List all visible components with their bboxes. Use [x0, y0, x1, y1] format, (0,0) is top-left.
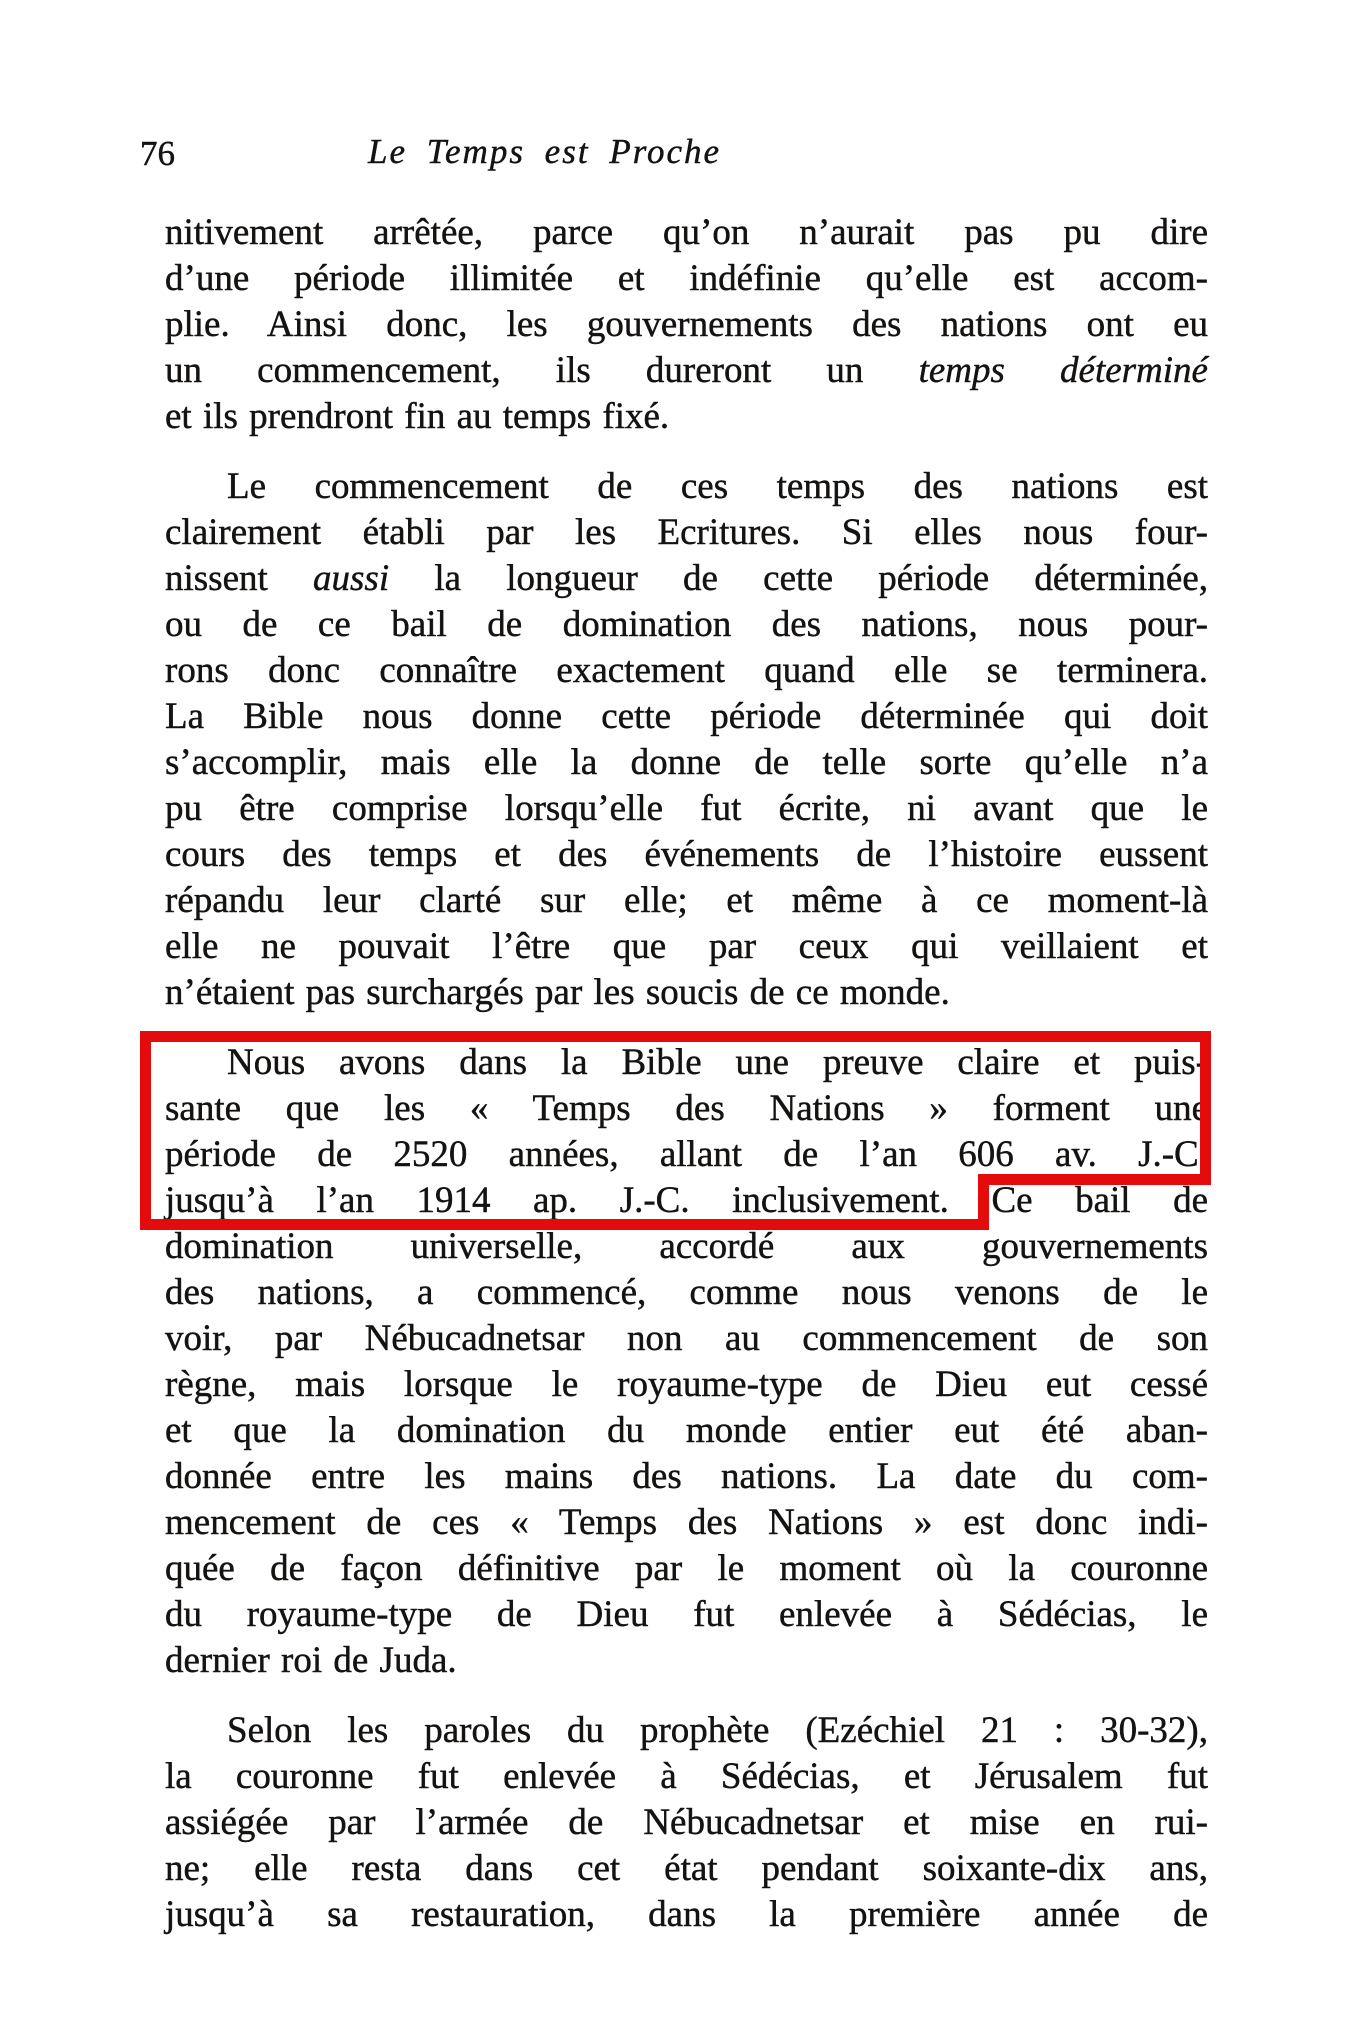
text-run: Selon les paroles du prophète (Ezéchiel 21 : 30-32), — [227, 1710, 1208, 1751]
text-line — [165, 878, 1208, 924]
text-run: et que la domination du monde entier eut été aban- — [165, 1410, 1208, 1451]
text-line — [165, 1500, 1208, 1546]
text-line — [165, 1316, 1208, 1362]
text-line — [165, 1454, 1208, 1500]
text-run: sante que les « Temps des Nations » forment une — [165, 1088, 1208, 1129]
paragraph — [165, 210, 1208, 440]
text-line — [165, 1132, 1208, 1178]
page-number: 76 — [140, 134, 175, 173]
paragraph — [165, 1708, 1208, 1938]
text-line — [165, 1800, 1208, 1846]
text-run: la couronne fut enlevée à Sédécias, et Jérusalem fut — [165, 1756, 1208, 1797]
text-run: elle ne pouvait l’être que par ceux qui veillaient et — [165, 926, 1208, 967]
text-line — [165, 1224, 1208, 1270]
text-run: règne, mais lorsque le royaume-type de Dieu eut cessé — [165, 1364, 1208, 1405]
text-line — [165, 1892, 1208, 1938]
text-run: clairement établi par les Ecritures. Si elles nous four- — [165, 512, 1208, 553]
text-run: jusqu’à sa restauration, dans la première année de — [165, 1894, 1208, 1935]
text-line — [165, 1708, 1208, 1754]
text-run: donnée entre les mains des nations. La date du com- — [165, 1456, 1208, 1497]
text-run: un commencement, ils dureront un — [165, 350, 919, 391]
text-run: pu être comprise lorsqu’elle fut écrite, ni avant que le — [165, 788, 1208, 829]
text-line — [165, 1592, 1208, 1638]
text-line — [165, 648, 1208, 694]
text-run: domination universelle, accordé aux gouvernements — [165, 1226, 1208, 1267]
text-line — [165, 1362, 1208, 1408]
text-run: Nous avons dans la Bible une preuve claire et puis- — [227, 1042, 1208, 1083]
text-line — [165, 786, 1208, 832]
text-line — [165, 1270, 1208, 1316]
text-line — [165, 694, 1208, 740]
text-line — [165, 1546, 1208, 1592]
text-line — [165, 832, 1208, 878]
paragraph — [165, 464, 1208, 1016]
text-line — [165, 602, 1208, 648]
text-line — [165, 740, 1208, 786]
text-line — [165, 394, 1208, 440]
text-run: des nations, a commencé, comme nous venons de le — [165, 1272, 1208, 1313]
text-line — [165, 1846, 1208, 1892]
text-run: voir, par Nébucadnetsar non au commencement de son — [165, 1318, 1208, 1359]
text-line — [165, 210, 1208, 256]
text-run: n’étaient pas surchargés par les soucis de ce monde. — [165, 972, 950, 1013]
page-header — [0, 0, 1368, 200]
text-run: La Bible nous donne cette période déterminée qui doit — [165, 696, 1208, 737]
text-run: nissent — [165, 558, 314, 599]
text-line — [165, 1638, 1208, 1684]
text-line — [165, 464, 1208, 510]
text-run: nitivement arrêtée, parce qu’on n’aurait pas pu dire — [165, 212, 1208, 253]
paragraph-highlighted — [165, 1040, 1208, 1684]
text-line — [165, 1178, 1208, 1224]
text-run: quée de façon définitive par le moment où la couronne — [165, 1548, 1208, 1589]
text-line — [165, 556, 1208, 602]
text-run: plie. Ainsi donc, les gouvernements des nations ont eu — [165, 304, 1208, 345]
text-run: d’une période illimitée et indéfinie qu’elle est accom- — [165, 258, 1208, 299]
text-line — [165, 510, 1208, 556]
text-run: ne; elle resta dans cet état pendant soixante-dix ans, — [165, 1848, 1208, 1889]
text-run: rons donc connaître exactement quand elle se terminera. — [165, 650, 1208, 691]
italic-text-run: temps déterminé — [918, 350, 1208, 391]
text-run: dernier roi de Juda. — [165, 1640, 457, 1681]
text-run: jusqu’à l’an 1914 ap. J.-C. inclusivement. Ce bail de — [165, 1180, 1208, 1221]
text-line — [165, 348, 1208, 394]
text-line — [165, 1086, 1208, 1132]
text-run: assiégée par l’armée de Nébucadnetsar et mise en rui- — [165, 1802, 1208, 1843]
text-line — [165, 924, 1208, 970]
text-line — [165, 1408, 1208, 1454]
text-run: la longueur de cette période déterminée, — [389, 558, 1208, 599]
text-line — [165, 970, 1208, 1016]
text-run: s’accomplir, mais elle la donne de telle sorte qu’elle n’a — [165, 742, 1208, 783]
text-run: mencement de ces « Temps des Nations » est donc indi- — [165, 1502, 1208, 1543]
text-run: du royaume-type de Dieu fut enlevée à Sédécias, le — [165, 1594, 1208, 1635]
text-run: Le commencement de ces temps des nations est — [227, 466, 1208, 507]
text-line — [165, 1040, 1208, 1086]
text-run: et ils prendront fin au temps fixé. — [165, 396, 670, 437]
page-body — [165, 210, 1208, 1962]
page-title: Le Temps est Proche — [368, 132, 722, 171]
text-run: ou de ce bail de domination des nations, nous pour- — [165, 604, 1208, 645]
text-run: répandu leur clarté sur elle; et même à ce moment-là — [165, 880, 1208, 921]
italic-text-run: aussi — [313, 558, 390, 599]
text-line — [165, 256, 1208, 302]
text-run: période de 2520 années, allant de l’an 606 av. J.-C. — [165, 1134, 1208, 1175]
text-line — [165, 1754, 1208, 1800]
text-line — [165, 302, 1208, 348]
text-run: cours des temps et des événements de l’histoire eussent — [165, 834, 1208, 875]
